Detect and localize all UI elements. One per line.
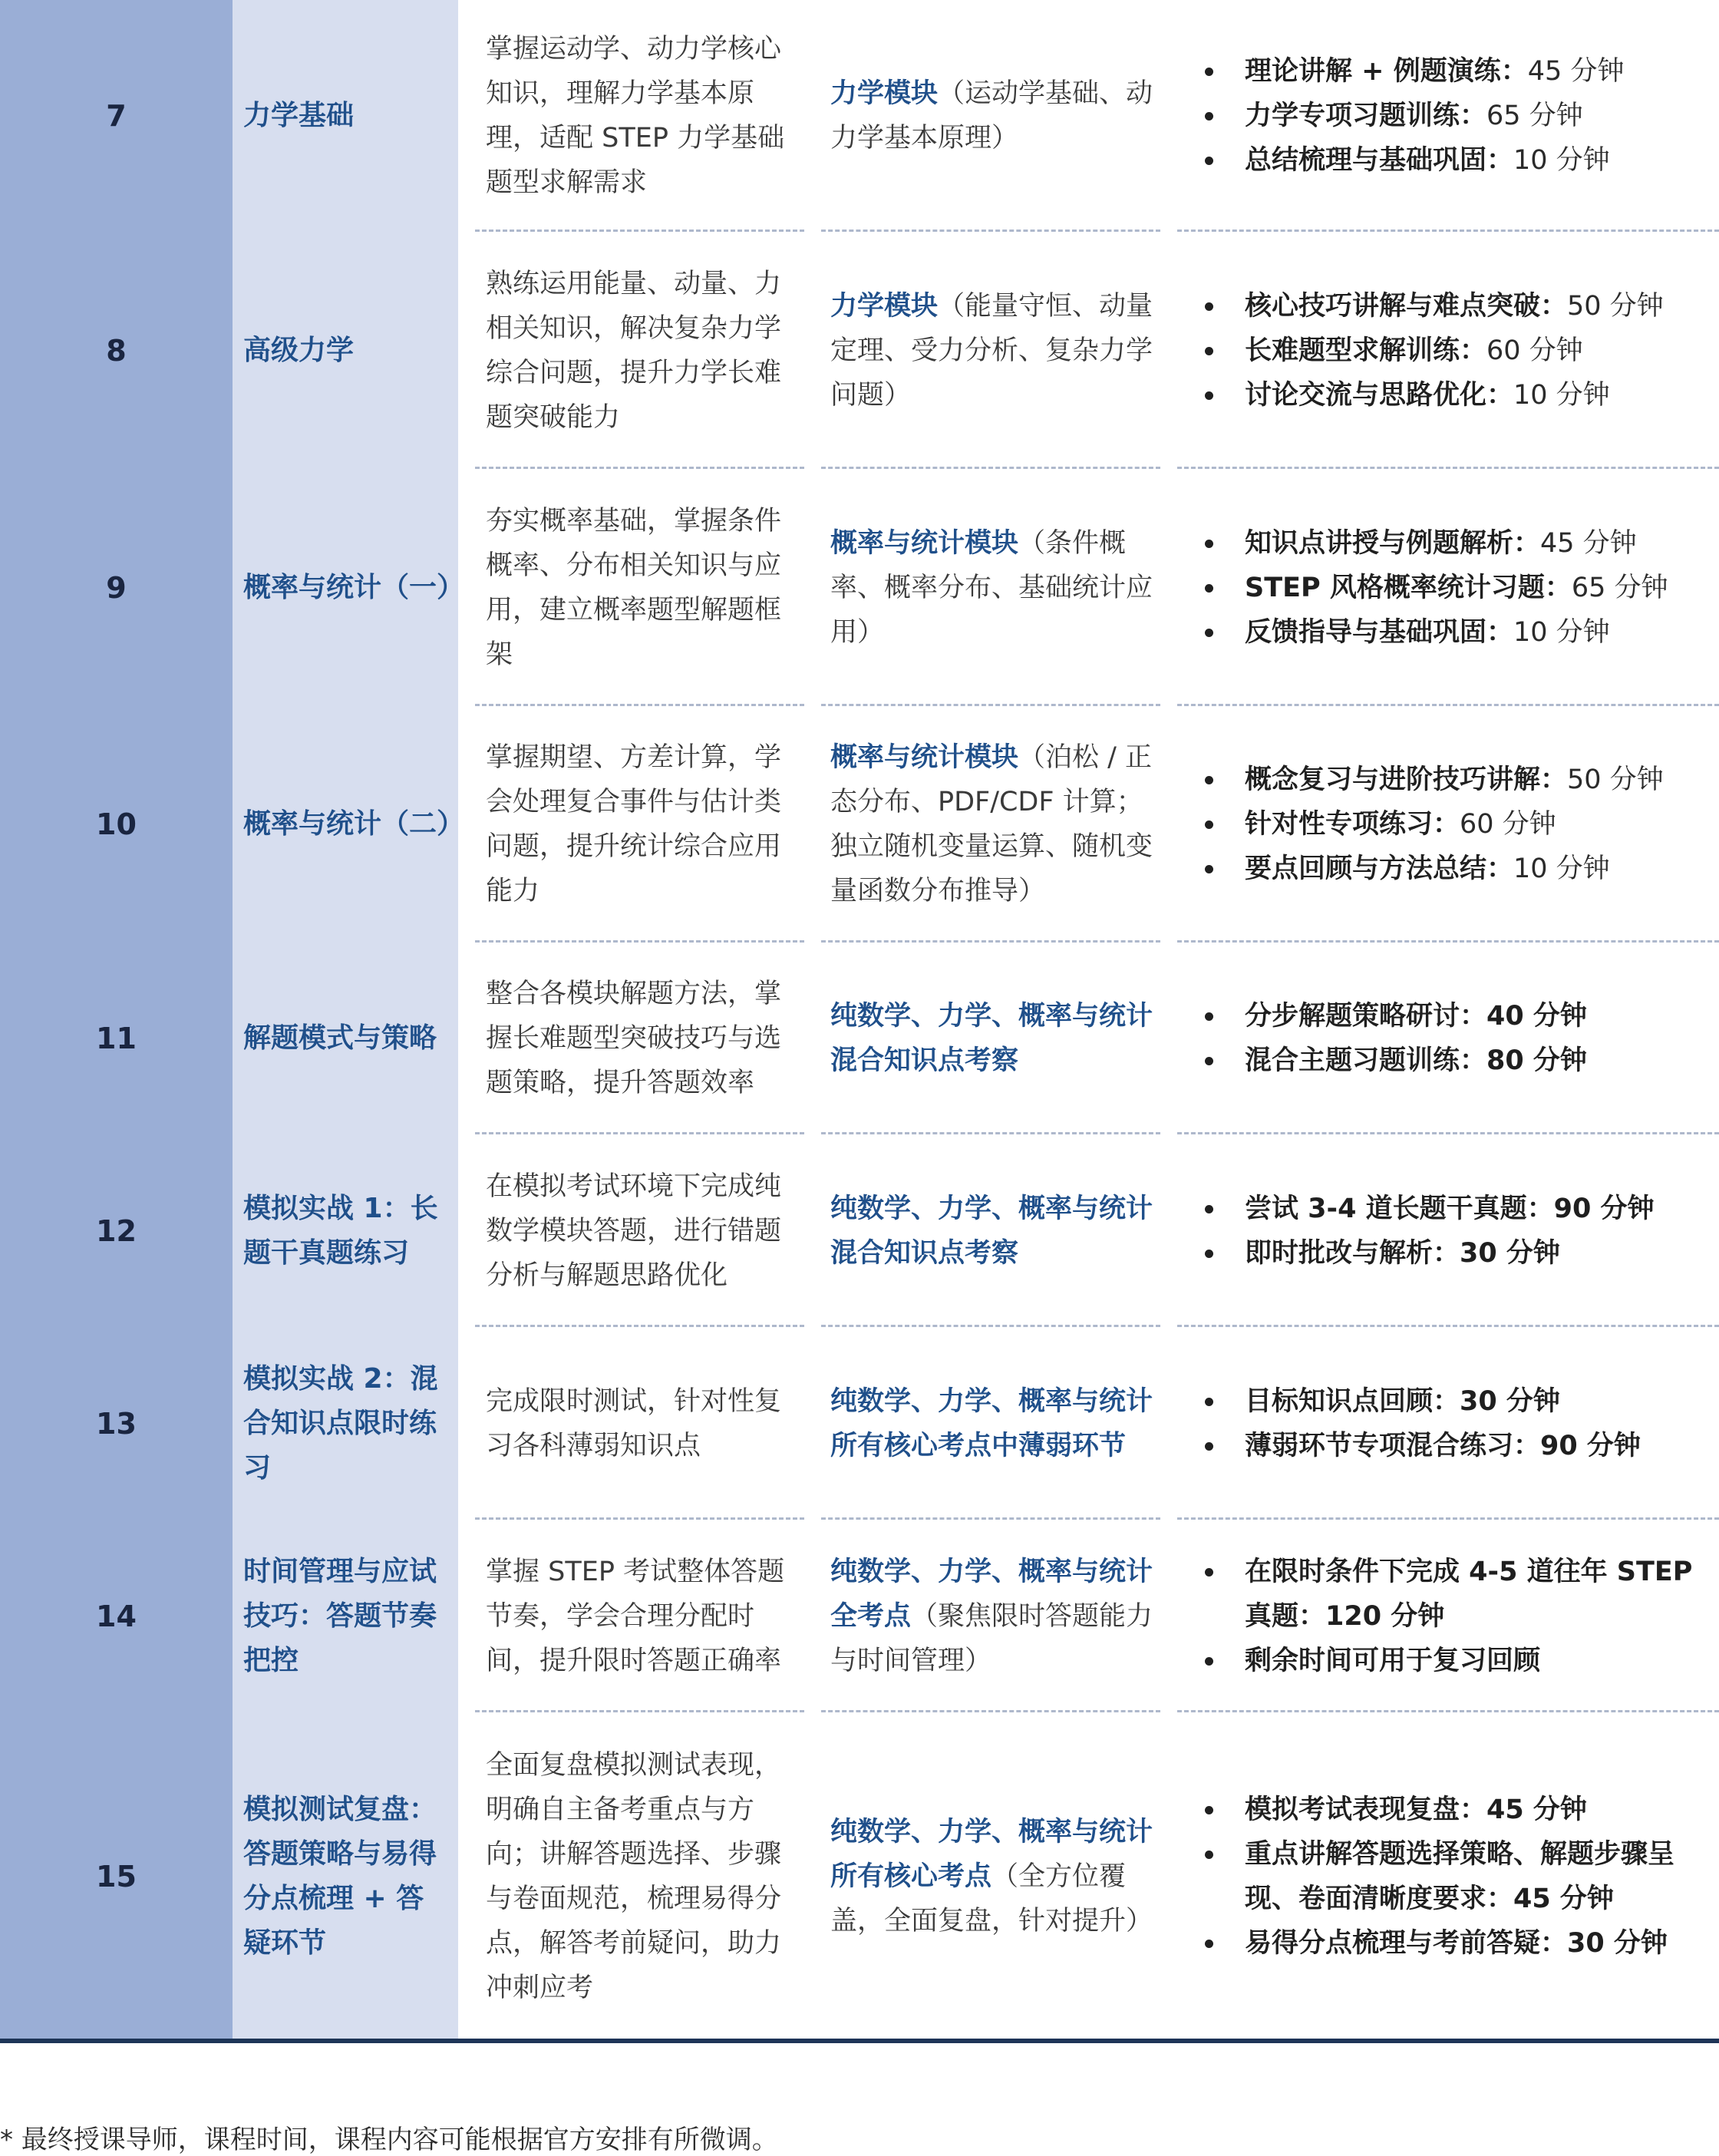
module-detail: （运动学基础、动力学基本原理） [830,78,1153,154]
session-module [815,469,1171,706]
session-goal: 全面复盘模拟测试表现，明确自主备考重点与方向；讲解答题选择、步骤与卷面规范，梳理易得分点，解答考前疑问，助力冲刺应考 [486,1749,782,2003]
session-module [815,943,1171,1134]
table-row [0,706,1719,943]
module-highlight: 纯数学、力学、概率与统计混合知识点考察 [830,1001,1153,1076]
module-highlight: 纯数学、力学、概率与统计全考点 [830,1556,1153,1632]
plan-item: 剩余时间可用于复习回顾 [1189,1639,1711,1683]
plan-item: 概念复习与进阶技巧讲解：50 分钟 [1189,758,1711,802]
plan-item: 长难题型求解训练：60 分钟 [1189,329,1711,373]
plan-item: 要点回顾与方法总结：10 分钟 [1189,847,1711,891]
plan-item: 力学专项习题训练：65 分钟 [1189,94,1711,138]
plan-item: STEP 风格概率统计习题：65 分钟 [1189,566,1711,610]
session-module [815,0,1171,232]
session-topic: 时间管理与应试技巧：答题节奏把控 [233,1520,458,1712]
session-module [815,706,1171,943]
session-topic: 模拟实战 2：混合知识点限时练习 [233,1327,458,1520]
module-detail: （全方位覆盖，全面复盘，针对提升） [830,1860,1153,1936]
session-plan [1171,1520,1719,1712]
session-goal: 整合各模块解题方法，掌握长难题型突破技巧与选题策略，提升答题效率 [458,943,815,1134]
plan-item: 知识点讲授与例题解析：45 分钟 [1189,521,1711,566]
session-number: 7 [0,0,233,232]
session-number: 14 [0,1520,233,1712]
session-plan [1171,1327,1719,1520]
plan-item: 易得分点梳理与考前答疑：30 分钟 [1189,1921,1711,1966]
plan-item: 总结梳理与基础巩固：10 分钟 [1189,138,1711,183]
session-goal: 熟练运用能量、动量、力相关知识，解决复杂力学综合问题，提升力学长难题突破能力 [458,232,815,469]
module-detail: （能量守恒、动量定理、受力分析、复杂力学问题） [830,290,1153,411]
session-module [815,1134,1171,1327]
plan-item: 分步解题策略研讨：40 分钟 [1189,994,1711,1038]
session-number: 8 [0,232,233,469]
plan-item: 反馈指导与基础巩固：10 分钟 [1189,610,1711,655]
session-goal: 掌握运动学、动力学核心知识，理解力学基本原理，适配 STEP 力学基础题型求解需求 [458,0,815,232]
session-number: 13 [0,1327,233,1520]
plan-item: 模拟考试表现复盘：45 分钟 [1189,1788,1711,1832]
module-highlight: 纯数学、力学、概率与统计混合知识点考察 [830,1193,1153,1269]
session-module [815,232,1171,469]
plan-item: 讨论交流与思路优化：10 分钟 [1189,373,1711,418]
plan-item: 即时批改与解析：30 分钟 [1189,1231,1711,1276]
session-module [815,1520,1171,1712]
module-highlight: 力学模块 [830,78,939,109]
plan-item: 针对性专项练习：60 分钟 [1189,802,1711,847]
session-goal: 夯实概率基础，掌握条件概率、分布相关知识与应用，建立概率题型解题框架 [458,469,815,706]
session-plan [1171,943,1719,1134]
session-goal: 掌握 STEP 考试整体答题节奏，学会合理分配时间，提升限时答题正确率 [458,1520,815,1712]
session-topic: 高级力学 [233,232,458,469]
session-topic: 概率与统计（一） [233,469,458,706]
session-plan [1171,1134,1719,1327]
table-row [0,1520,1719,1712]
session-goal: 掌握期望、方差计算，学会处理复合事件与估计类问题，提升统计综合应用能力 [458,706,815,943]
session-topic: 概率与统计（二） [233,706,458,943]
table-row [0,0,1719,232]
session-topic: 模拟测试复盘：答题策略与易得分点梳理 + 答疑环节 [233,1712,458,2040]
session-plan [1171,1712,1719,2040]
plan-item: 理论讲解 + 例题演练：45 分钟 [1189,49,1711,94]
session-number: 15 [0,1712,233,2040]
session-goal: 完成限时测试，针对性复习各科薄弱知识点 [458,1327,815,1520]
table-row [0,1712,1719,2040]
plan-item: 核心技巧讲解与难点突破：50 分钟 [1189,284,1711,329]
session-module [815,1327,1171,1520]
table-row [0,1327,1719,1520]
session-module [815,1712,1171,2040]
module-detail: （条件概率、概率分布、基础统计应用） [830,527,1153,648]
session-plan [1171,232,1719,469]
session-plan [1171,0,1719,232]
session-number: 10 [0,706,233,943]
session-topic: 力学基础 [233,0,458,232]
table-bottom-rule [0,2039,1719,2043]
session-goal: 在模拟考试环境下完成纯数学模块答题，进行错题分析与解题思路优化 [458,1134,815,1327]
module-highlight: 概率与统计模块 [830,742,1019,773]
module-highlight: 纯数学、力学、概率与统计所有核心考点 [830,1816,1153,1892]
module-highlight: 概率与统计模块 [830,527,1019,559]
session-number: 12 [0,1134,233,1327]
module-detail: （泊松 / 正态分布、PDF/CDF 计算；独立随机变量运算、随机变量函数分布推导） [830,742,1153,906]
table-row [0,469,1719,706]
table-row [0,232,1719,469]
session-plan [1171,706,1719,943]
module-highlight: 力学模块 [830,290,939,322]
session-number: 9 [0,469,233,706]
footnote: * 最终授课导师，课程时间，课程内容可能根据官方安排有所微调。 [0,2125,778,2155]
session-topic: 模拟实战 1：长题干真题练习 [233,1134,458,1327]
plan-item: 目标知识点回顾：30 分钟 [1189,1379,1711,1424]
session-plan [1171,469,1719,706]
module-highlight: 纯数学、力学、概率与统计所有核心考点中薄弱环节 [830,1385,1153,1461]
module-detail: （聚焦限时答题能力与时间管理） [830,1600,1153,1676]
table-row [0,943,1719,1134]
plan-item: 薄弱环节专项混合练习：90 分钟 [1189,1424,1711,1468]
plan-item: 混合主题习题训练：80 分钟 [1189,1038,1711,1083]
plan-item: 尝试 3-4 道长题干真题：90 分钟 [1189,1187,1711,1231]
session-number: 11 [0,943,233,1134]
plan-item: 重点讲解答题选择策略、解题步骤呈现、卷面清晰度要求：45 分钟 [1189,1832,1711,1921]
table-row [0,1134,1719,1327]
plan-item: 在限时条件下完成 4-5 道往年 STEP 真题：120 分钟 [1189,1550,1711,1639]
session-topic: 解题模式与策略 [233,943,458,1134]
